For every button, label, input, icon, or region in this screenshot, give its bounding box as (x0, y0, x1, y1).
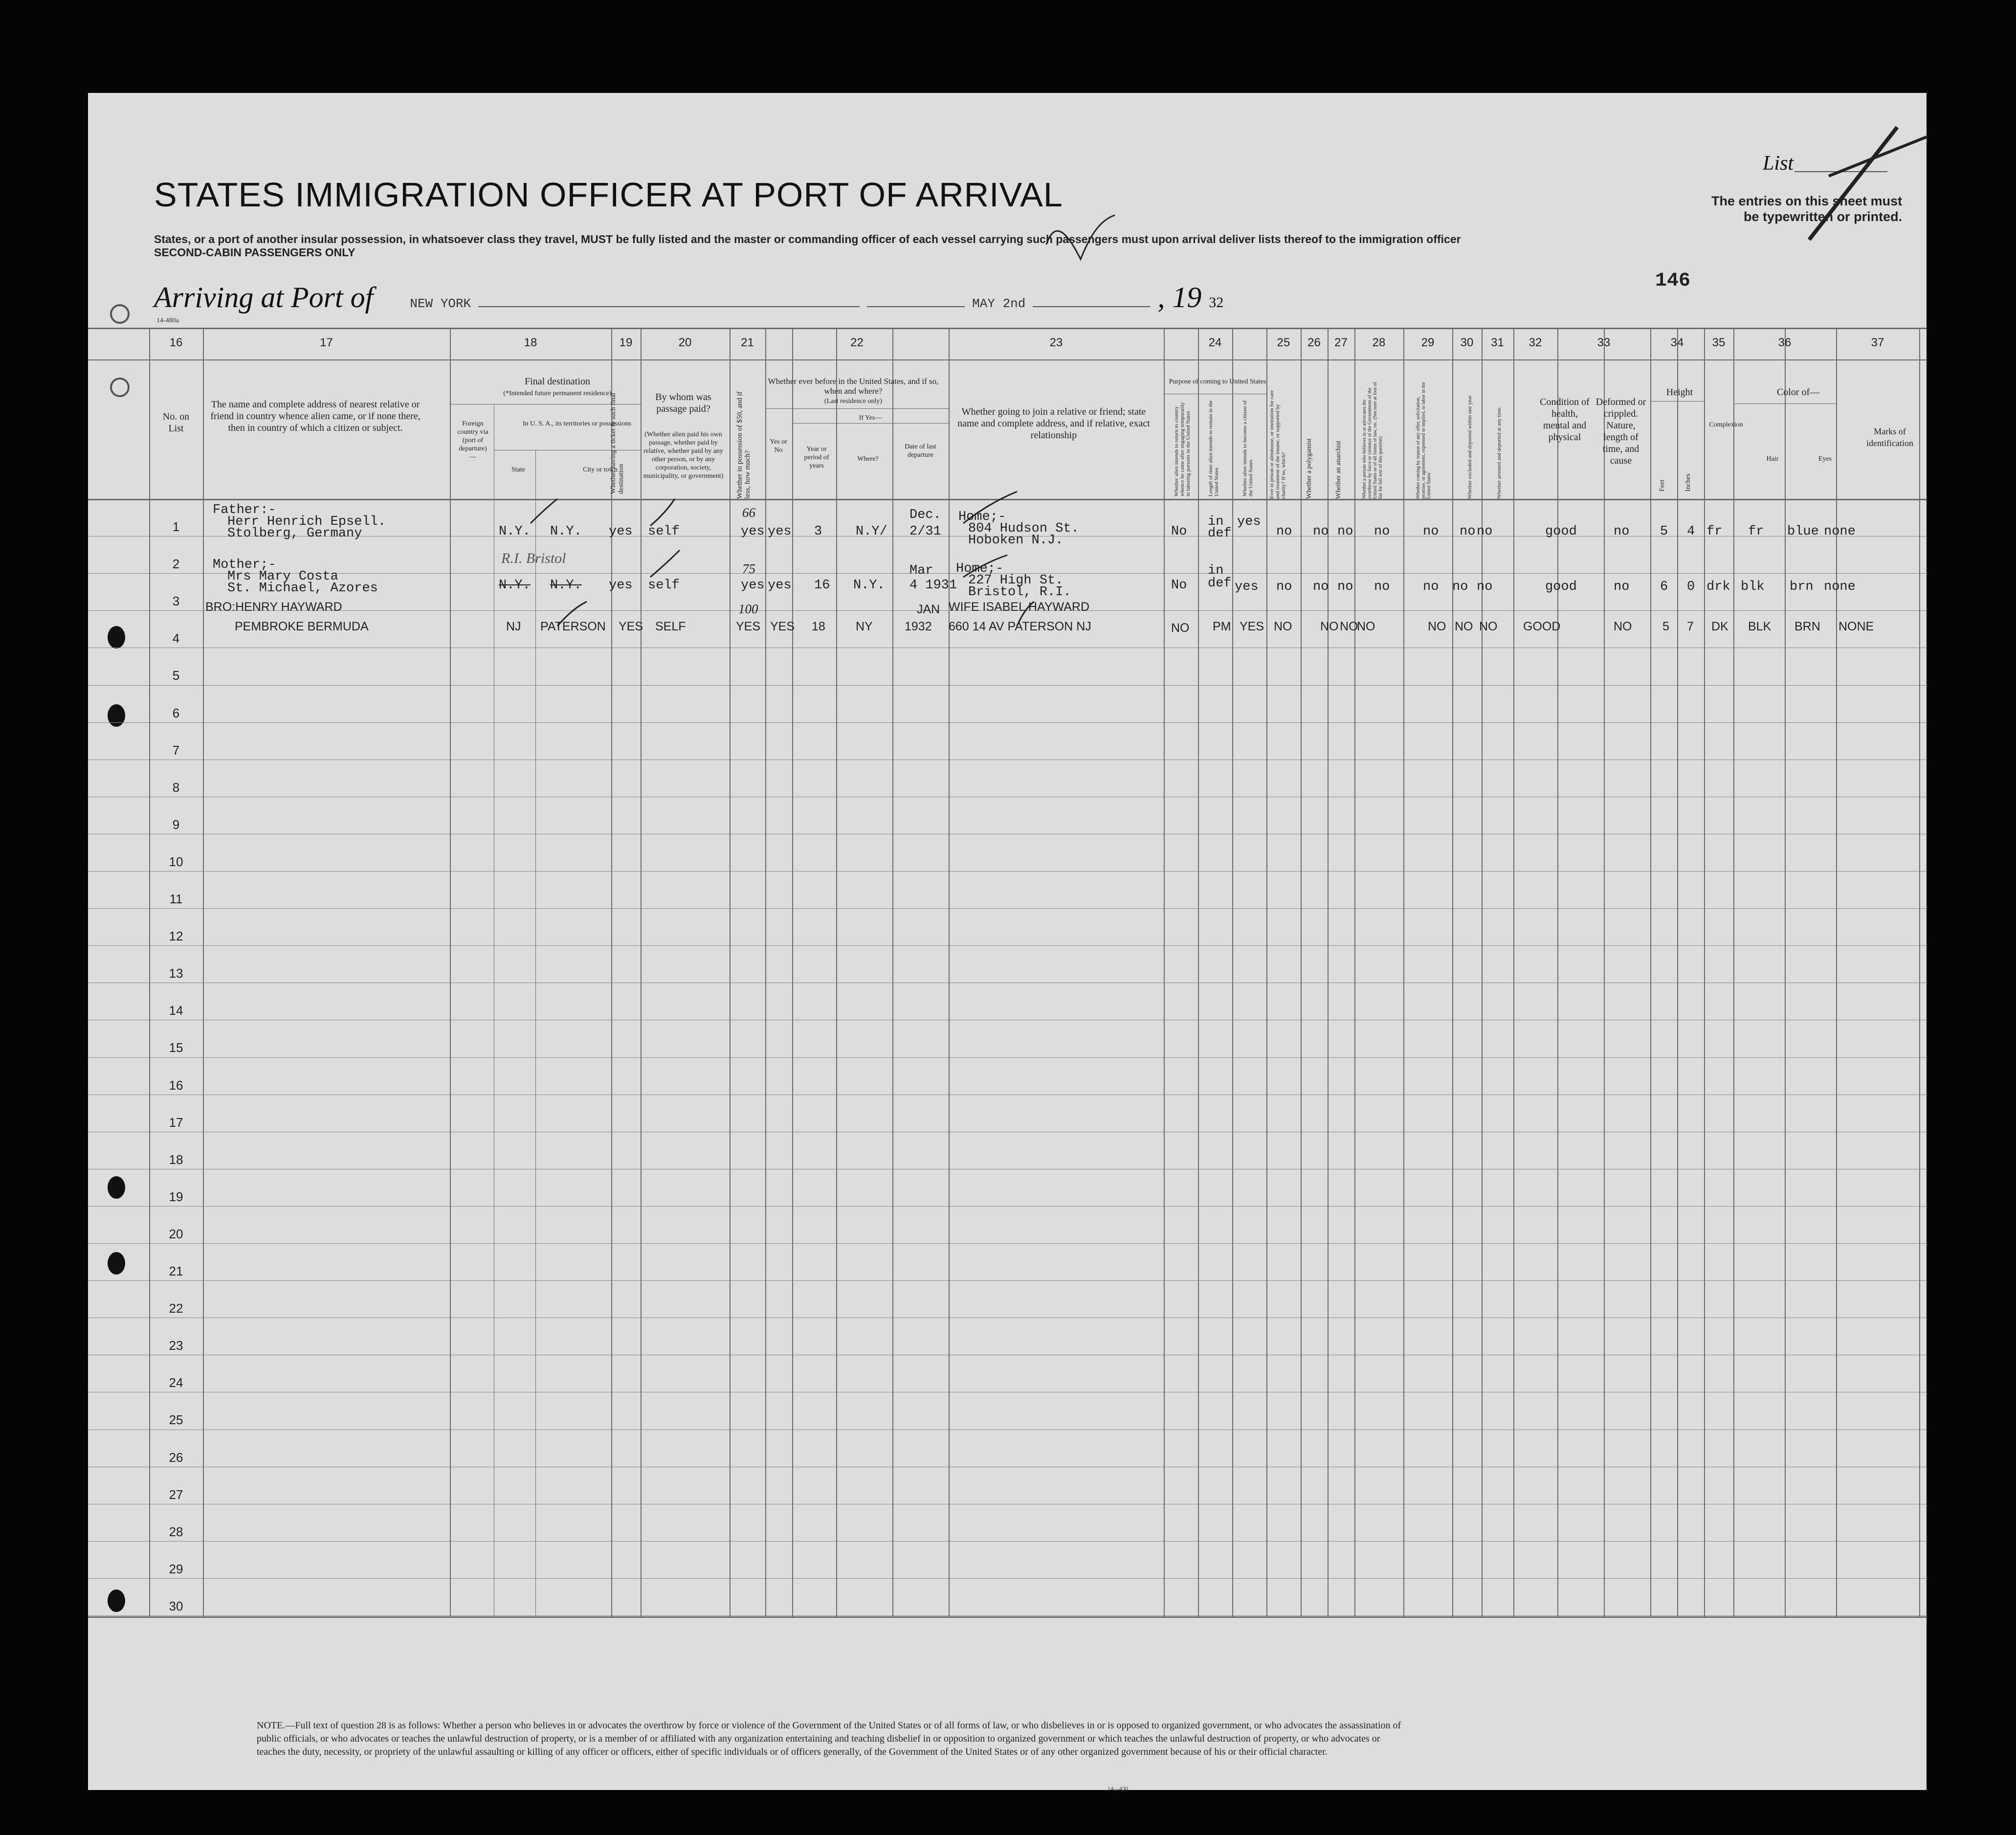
header-anarchist: Whether an anarchist (1335, 441, 1342, 499)
header-in-usa: In U. S. A., its territories or possessions (522, 420, 632, 427)
entry-3-eyes: BRN (1794, 620, 1820, 633)
column-number: 27 (1334, 336, 1348, 349)
entry-3-hair: BLK (1748, 620, 1772, 633)
row-number: 29 (169, 1561, 183, 1576)
row-number: 22 (169, 1301, 183, 1316)
year-suffix: 32 (1209, 294, 1224, 311)
entry-1-state: N.Y. (499, 524, 531, 539)
entry-2-join-2: 227 High St. (968, 573, 1063, 588)
column-number: 36 (1778, 336, 1792, 349)
entry-1-money: yes (741, 524, 765, 539)
port-value: NEW YORK (410, 296, 471, 311)
entry-3-deformed: NO (1614, 620, 1632, 633)
entry-3-return: NO (1171, 621, 1190, 635)
entry-1-where: N.Y/ (856, 524, 887, 539)
intro-line-2: SECOND-CABIN PASSENGERS ONLY (154, 246, 355, 259)
entry-3-relative-label: BRO:HENRY HAYWARD (205, 600, 342, 614)
entry-1-city: N.Y. (550, 524, 582, 539)
entry-3-money-hand: 100 (738, 602, 758, 616)
header-passage-paid-sub: (Whether alien paid his own passage, whether paid by relative, whether paid by any other person, or by any corporation, society, municipality, or government) (643, 431, 724, 480)
entry-3-ticket: YES (619, 620, 643, 633)
entry-1-labor-offer: no (1423, 524, 1439, 539)
row-number: 14 (169, 1003, 183, 1018)
entry-3-join-1: WIFE ISABEL HAYWARD (949, 600, 1090, 614)
entry-3-prison: NO (1274, 620, 1292, 633)
entry-3-departure-month: JAN (917, 603, 940, 616)
header-purpose-citizen: Whether alien intends to become a citizen of the United States (1242, 400, 1254, 496)
entry-1-before: yes (768, 524, 792, 539)
entry-1-citizen: yes (1237, 515, 1261, 529)
row-number: 25 (169, 1412, 183, 1428)
header-color: Color of— (1776, 387, 1820, 398)
header-polygamist: Whether a polygamist (1306, 438, 1313, 499)
entry-3-marks: NONE (1839, 620, 1874, 633)
entry-2-join-1: Home;- (956, 561, 1004, 576)
header-join-relative: Whether going to join a relative or friend; state name and complete address, and if relative, exact relationship (957, 406, 1150, 441)
header-passage-paid: By whom was passage paid? (655, 392, 711, 414)
form-number: 14-480a (156, 317, 179, 324)
entry-3-anarchist: NO (1340, 620, 1358, 633)
entry-3-before: YES (770, 620, 795, 633)
row-number: 2 (172, 557, 180, 572)
manifest-sheet (88, 93, 1927, 1790)
entry-1-anarchist: no (1337, 524, 1353, 539)
header-labor-offer: Whether coming by reason of any offer, solicitation, promise, or agreement, expressed or implied, to labor in the United States (1416, 382, 1432, 499)
entry-2-anarchist: no (1337, 580, 1353, 594)
entry-1-relative-place: Stolberg, Germany (227, 526, 362, 541)
header-foreign-country: Foreign country via (port of departure)— (457, 420, 488, 461)
entry-3-health: GOOD (1523, 620, 1561, 633)
entry-2-state: N.Y. (499, 578, 531, 593)
row-number: 28 (169, 1524, 183, 1539)
row-number: 26 (169, 1450, 183, 1465)
row-number: 4 (172, 631, 180, 646)
entry-1-paid-by: self (648, 524, 680, 539)
footnote-form-number: 14—430 (1108, 1785, 1128, 1792)
header-eyes: Eyes (1818, 455, 1832, 463)
entry-1-deformed: no (1614, 524, 1630, 539)
column-number: 25 (1277, 336, 1290, 349)
column-number: 29 (1421, 336, 1435, 349)
row-number: 17 (169, 1115, 183, 1130)
page-number: 146 (1655, 270, 1691, 292)
row-number: 10 (169, 854, 183, 869)
entry-1-join-1: Home;- (958, 510, 1006, 524)
entry-3-labor-offer: NO (1428, 620, 1446, 633)
header-purpose-length: Length of time alien intends to remain in the United States (1208, 400, 1219, 496)
entry-2-length-2: def (1208, 576, 1232, 591)
entry-1-departure-date: 2/31 (909, 524, 941, 539)
header-city: City or town (583, 466, 618, 473)
entry-1-departure-month: Dec. (909, 508, 941, 522)
entry-1-hair: fr (1748, 524, 1764, 539)
entry-2-join-3: Bristol, R.I. (968, 585, 1071, 600)
entry-3-citizen: YES (1240, 620, 1264, 633)
arriving-label: Arriving at Port of (154, 281, 374, 313)
entry-2-health: good (1545, 580, 1577, 594)
entry-1-return: No (1171, 524, 1187, 539)
header-health: Condition of health, mental and physical (1540, 397, 1590, 443)
entry-1-years: 3 (814, 524, 822, 539)
entry-3-state: NJ (506, 620, 521, 633)
entry-2-money-hand: 75 (742, 561, 755, 576)
row-number: 20 (169, 1226, 183, 1241)
header-height: Height (1666, 387, 1693, 398)
entry-1-money-hand: 66 (742, 505, 755, 520)
entry-2-complexion: drk (1706, 580, 1730, 594)
entry-2-overthrow: no (1374, 580, 1390, 594)
entry-2-return: No (1171, 578, 1187, 593)
entry-2-polygamist: no (1313, 580, 1329, 594)
entry-2-ticket: yes (609, 578, 633, 593)
intro-line-1: States, or a port of another insular possession, in whatsoever class they travel, MUST be fully listed and the master or commanding officer of each vessel carrying such passengers must upon arrival deliver lists thereof to the immigration officer (154, 233, 1461, 246)
entry-2-years: 16 (814, 578, 830, 593)
entry-3-where: NY (856, 620, 873, 633)
entry-1-complexion: fr (1706, 524, 1723, 539)
entry-1-join-3: Hoboken N.J. (968, 533, 1063, 548)
row-number: 12 (169, 929, 183, 944)
header-feet: Feet (1659, 479, 1666, 492)
column-number: 28 (1372, 336, 1386, 349)
entry-1-length-2: def (1208, 526, 1232, 541)
header-overthrow: Whether a person who believes in or advocates the overthrow by force or violence of the Government of the United States or of all forms of law, etc. (See note at foot of list for full text of this question) (1362, 381, 1383, 499)
row-number: 24 (169, 1375, 183, 1390)
entry-3-polygamist: NO (1320, 620, 1339, 633)
header-where: Where? (857, 455, 879, 463)
row-number: 21 (169, 1264, 183, 1278)
header-years: Year or period of years (804, 446, 829, 470)
column-number: 30 (1460, 336, 1474, 349)
column-number: 31 (1491, 336, 1504, 349)
handwritten-marks (88, 93, 1927, 1790)
page-title: STATES IMMIGRATION OFFICER AT PORT OF ARRIVAL (154, 176, 1063, 214)
row-number: 3 (172, 594, 180, 609)
entry-2-relative-label: Mother;- (213, 558, 276, 572)
entry-3-paid-by: SELF (655, 620, 686, 633)
list-label: List (1763, 152, 1794, 175)
header-ever-before-sub: (Last residence only) (824, 398, 883, 405)
entry-2-paid-by: self (648, 578, 680, 593)
entry-3-relative-place: PEMBROKE BERMUDA (235, 620, 369, 633)
entry-3-excluded: NO (1455, 620, 1473, 633)
row-number: 11 (169, 892, 183, 906)
entry-2-deported: no (1477, 580, 1493, 594)
entry-3-deported: NO (1479, 620, 1498, 633)
entry-2-citizen: yes (1235, 580, 1259, 594)
entry-2-destination-hand: R.I. Bristol (501, 550, 566, 566)
column-number: 33 (1597, 336, 1611, 349)
entry-2-hair: blk (1741, 580, 1765, 594)
entry-3-years: 18 (812, 620, 825, 633)
row-number: 16 (169, 1077, 183, 1093)
entry-3-feet: 5 (1662, 620, 1669, 633)
row-number: 8 (172, 780, 180, 795)
header-relative: The name and complete address of nearest relative or friend in country whence alien came, or if none there, then in country of which a citizen or subject. (210, 399, 421, 433)
row-number: 9 (172, 817, 180, 832)
column-number: 18 (524, 336, 537, 349)
entry-3-join-2: 660 14 AV PATERSON NJ (949, 620, 1091, 633)
entry-2-labor-offer: no (1423, 580, 1439, 594)
entry-2-city: N.Y. (550, 578, 582, 593)
entry-1-overthrow: no (1374, 524, 1390, 539)
column-number: 19 (619, 336, 633, 349)
entry-2-money: yes (741, 578, 765, 593)
entry-2-before: yes (768, 578, 792, 593)
entry-2-relative-place: St. Michael, Azores (227, 581, 378, 596)
header-inches: Inches (1684, 473, 1692, 492)
entry-2-deformed: no (1614, 580, 1630, 594)
entry-2-excluded: no (1452, 580, 1468, 594)
header-purpose: Purpose of coming to United States (1169, 378, 1266, 385)
column-number: 32 (1529, 336, 1542, 349)
entry-2-departure-date: 4 1931 (909, 578, 957, 593)
year-prefix: , 19 (1157, 281, 1202, 313)
entry-1-health: good (1545, 524, 1577, 539)
header-prison: Ever in prison or almshouse, or institution for care and treatment of the insane, or supported by charity? If so, which? (1269, 390, 1286, 499)
header-if-yes: If Yes— (859, 414, 882, 422)
header-purpose-return: Whether alien intends to return to country whence he came after engaging temporarily in laboring pursuits in the United States (1174, 402, 1191, 496)
entry-1-join-2: 804 Hudson St. (968, 521, 1079, 536)
header-hair: Hair (1766, 455, 1779, 463)
header-money: Whether in possession of $50, and if less, how much? (736, 391, 752, 499)
header-deformed: Deformed or crippled. Nature, length of time, and cause (1595, 397, 1646, 466)
row-number: 13 (169, 966, 183, 981)
column-number: 21 (741, 336, 754, 349)
entry-2-where: N.Y. (853, 578, 885, 593)
entry-2-inches: 0 (1687, 580, 1695, 594)
entry-3-length: PM (1213, 620, 1231, 633)
header-marks: Marks of identification (1866, 426, 1913, 448)
column-number: 16 (169, 336, 183, 349)
row-number: 19 (169, 1189, 183, 1204)
entry-2-departure-month: Mar (909, 563, 933, 578)
entry-1-relative-name: Herr Henrich Epsell. (227, 515, 386, 529)
entry-3-inches: 7 (1687, 620, 1694, 633)
list-note-line-1: The entries on this sheet must (1711, 194, 1903, 208)
entry-1-polygamist: no (1313, 524, 1329, 539)
entry-1-eyes: blue (1787, 524, 1819, 539)
entry-1-inches: 4 (1687, 524, 1695, 539)
column-number: 20 (678, 336, 692, 349)
row-number: 18 (169, 1152, 183, 1167)
header-yes-no: Yes or No (770, 438, 787, 454)
entry-1-deported: no (1477, 524, 1493, 539)
entry-3-departure-date: 1932 (905, 620, 932, 633)
entry-2-feet: 6 (1660, 580, 1668, 594)
row-number: 23 (169, 1338, 183, 1353)
row-number: 5 (172, 668, 180, 683)
entry-3-overthrow: NO (1357, 620, 1375, 633)
date-value: MAY 2nd (972, 296, 1026, 311)
list-note-line-2: be typewritten or printed. (1744, 209, 1903, 224)
entry-1-excluded: no (1460, 524, 1476, 539)
row-number: 1 (172, 519, 180, 534)
row-number: 6 (172, 705, 180, 720)
entry-2-eyes: brn (1790, 580, 1814, 594)
entry-3-city: PATERSON (540, 620, 606, 633)
column-number: 35 (1712, 336, 1726, 349)
entry-1-length-1: in (1208, 515, 1224, 529)
header-excluded: Whether excluded and deported within one year (1467, 395, 1473, 499)
row-number: 30 (169, 1598, 183, 1613)
header-list-no: No. on List (162, 411, 190, 434)
entry-1-prison: no (1276, 524, 1292, 539)
entry-2-relative-name: Mrs Mary Costa (227, 569, 338, 584)
entry-2-marks: none (1824, 580, 1856, 594)
entry-3-money: YES (736, 620, 761, 633)
column-number: 24 (1208, 336, 1222, 349)
column-number: 22 (850, 336, 864, 349)
row-number: 7 (172, 742, 180, 758)
entry-3-complexion: DK (1711, 620, 1728, 633)
entry-1-ticket: yes (609, 524, 633, 539)
column-number: 37 (1871, 336, 1884, 349)
row-number: 15 (169, 1040, 183, 1055)
header-final-destination-sub: (*Intended future permanent residence) (503, 390, 612, 397)
entry-1-relative-label: Father:- (213, 503, 276, 517)
column-number: 26 (1307, 336, 1321, 349)
header-last-departure: Date of last departure (905, 443, 936, 459)
header-deported: Whether arrested and deported at any time (1496, 407, 1502, 499)
header-ever-before: Whether ever before in the United States, and if so, when and where? (768, 377, 939, 396)
entry-2-prison: no (1276, 580, 1292, 594)
entry-1-marks: none (1824, 524, 1856, 539)
header-complexion: Complexion (1709, 421, 1743, 428)
column-number: 34 (1670, 336, 1684, 349)
row-number: 27 (169, 1487, 183, 1502)
footnote: NOTE.—Full text of question 28 is as follows: Whether a person who believes in or advocates the overthrow by force or violence of the Government of the United States or of all forms of law, or who disbelieves in or is opposed to organized government, or who advocates the assassination of public officials, or who advocates or teaches the unlawful destruction of property, or is a member of or affiliated with any organization entertaining and teaching disbelief in or opposition to organized government or which teaches the unlawful destruction of property, or who advocates or teaches the duty, necessity, or propriety of the unlawful assaulting or killing of any officer or officers, either of specific individuals or of officers generally, of the Government of the United States or of any other organized government because of his or their official character. (257, 1720, 1401, 1757)
header-final-destination: Final destination (525, 376, 590, 387)
column-number: 17 (320, 336, 333, 349)
header-state: State (511, 466, 525, 473)
entry-1-feet: 5 (1660, 524, 1668, 539)
column-number: 23 (1049, 336, 1063, 349)
header-ticket: Whether having a ticket to such final destination (610, 393, 625, 494)
entry-2-length-1: in (1208, 563, 1224, 578)
